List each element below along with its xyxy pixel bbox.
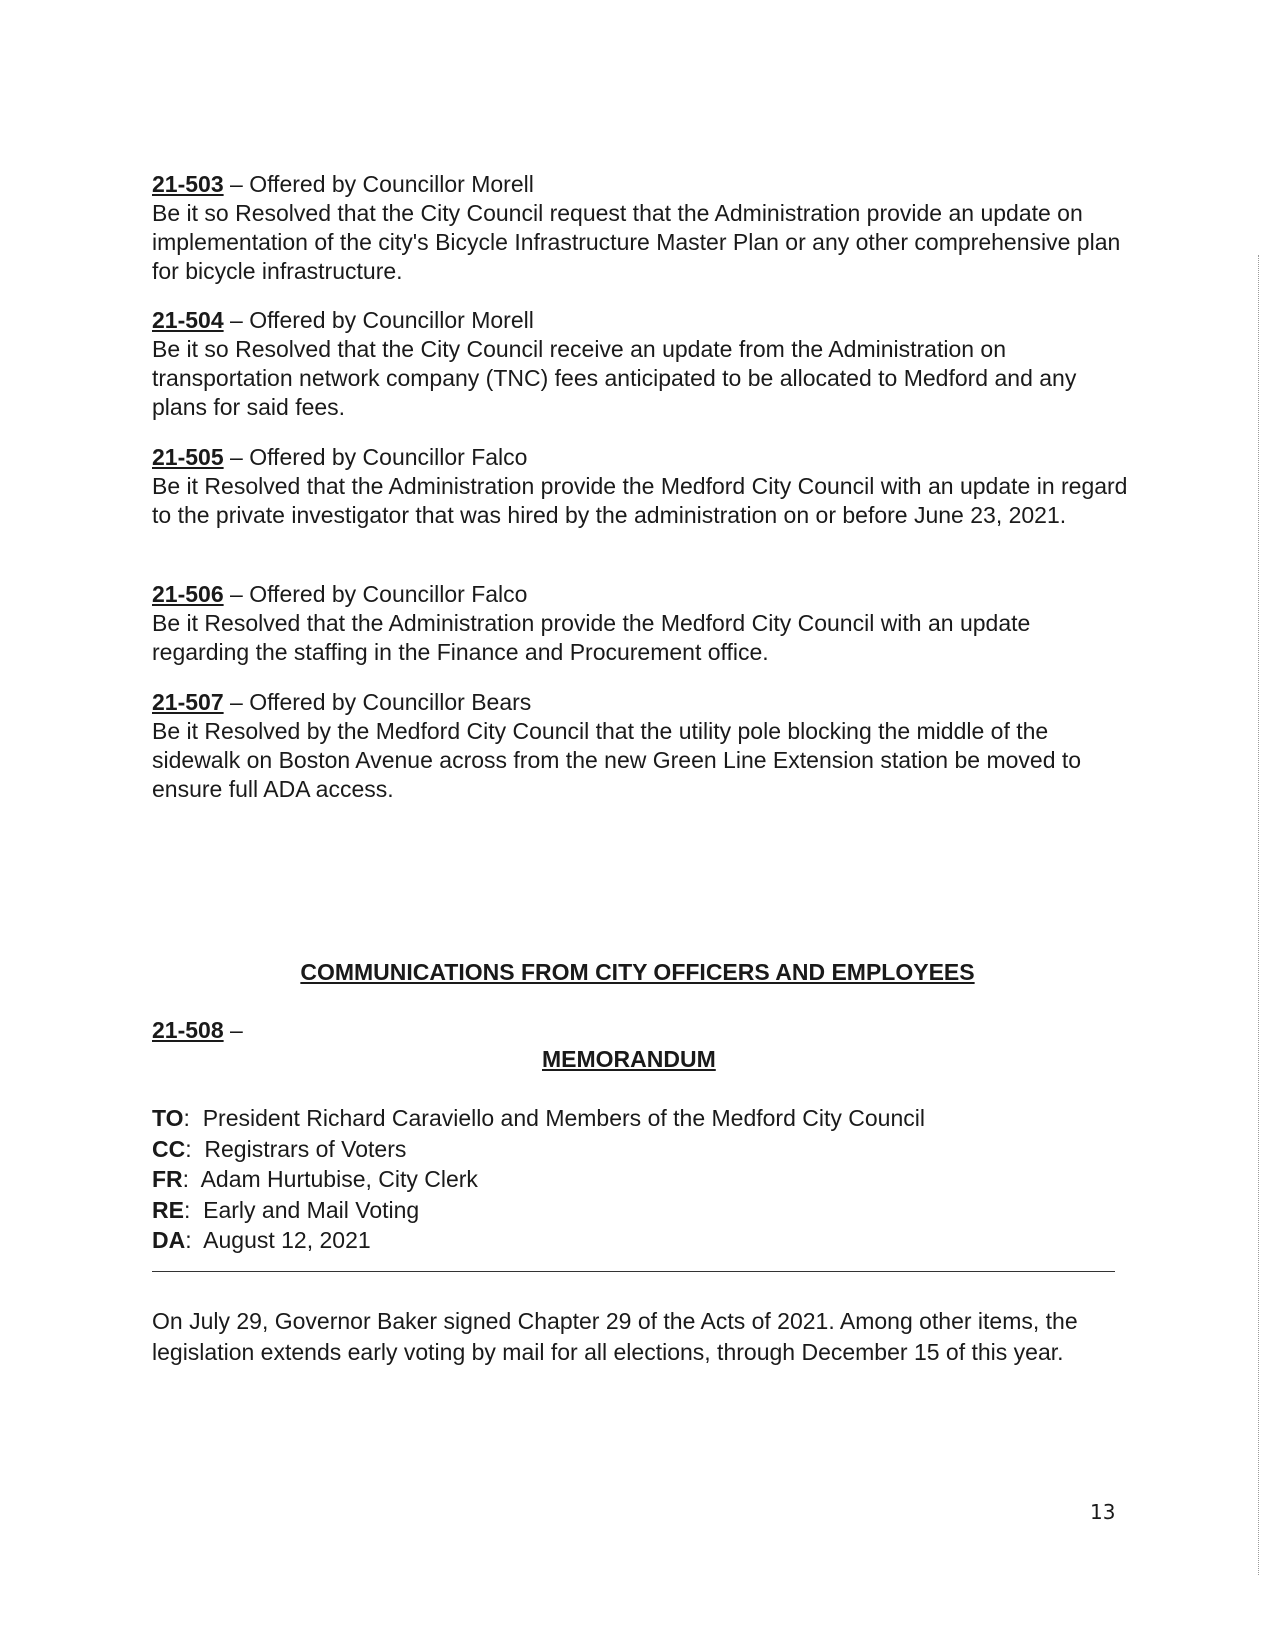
memo-re-label: RE bbox=[152, 1196, 184, 1223]
memo-header-fields bbox=[152, 1103, 925, 1256]
resolution-21-504 bbox=[152, 306, 1132, 422]
memo-body: On July 29, Governor Baker signed Chapter 29 of the Acts of 2021. Among other items, the legislation extends early voting by mail for all elections, through December 15 of this year. bbox=[152, 1308, 1078, 1365]
resolution-header bbox=[152, 688, 1132, 717]
resolution-text: Be it so Resolved that the City Council receive an update from the Administration on transportation network company (TNC) fees anticipated to be allocated to Medford and any plans for said fees. bbox=[152, 336, 1077, 420]
resolution-offered-by: – Offered by Councillor Morell bbox=[223, 307, 534, 333]
memo-number-line bbox=[152, 1016, 243, 1045]
memo-cc-label: CC bbox=[152, 1135, 186, 1162]
memo-da-value: August 12, 2021 bbox=[203, 1227, 371, 1253]
resolution-text: Be it so Resolved that the City Council request that the Administration provide an update on implementation of the city's Bicycle Infrastructure Master Plan or any other comprehensive plan for bicycle infrastructure. bbox=[152, 200, 1121, 284]
resolution-header bbox=[152, 443, 1132, 472]
resolution-offered-by: – Offered by Councillor Bears bbox=[223, 689, 532, 715]
resolution-header bbox=[152, 580, 1132, 609]
resolution-number: 21-503 bbox=[152, 171, 224, 197]
memo-re-value: Early and Mail Voting bbox=[203, 1196, 420, 1223]
resolution-21-507 bbox=[152, 688, 1132, 804]
resolution-number: 21-506 bbox=[152, 581, 224, 607]
resolution-text: Be it Resolved that the Administration provide the Medford City Council with an update regarding the staffing in the Finance and Procurement office. bbox=[152, 610, 1031, 665]
resolution-offered-by: – Offered by Councillor Morell bbox=[223, 171, 534, 197]
memo-to-value: President Richard Caraviello and Members of the Medford City Council bbox=[202, 1105, 925, 1131]
resolution-offered-by: – Offered by Councillor Falco bbox=[223, 444, 528, 470]
memo-title: MEMORANDUM bbox=[542, 1046, 716, 1072]
memo-number: 21-508 bbox=[152, 1017, 224, 1043]
memo-divider bbox=[152, 1271, 1115, 1272]
memo-re: RE: Early and Mail Voting bbox=[152, 1196, 420, 1223]
memo-fr-value: Adam Hurtubise, City Clerk bbox=[200, 1166, 478, 1192]
memo-cc-value: Registrars of Voters bbox=[204, 1135, 407, 1162]
resolution-number: 21-504 bbox=[152, 307, 224, 333]
page-number: 13 bbox=[1090, 1500, 1116, 1524]
memo-da-label: DA bbox=[152, 1227, 186, 1253]
resolution-number: 21-507 bbox=[152, 689, 224, 715]
resolution-number: 21-505 bbox=[152, 444, 224, 470]
memo-cc: CC: Registrars of Voters bbox=[152, 1135, 407, 1162]
resolution-text: Be it Resolved that the Administration provide the Medford City Council with an update in regard to the private investigator that was hired by the administration on or before June 23, 2021. bbox=[152, 473, 1128, 528]
resolution-offered-by: – Offered by Councillor Falco bbox=[223, 581, 528, 607]
memo-da: DA: August 12, 2021 bbox=[152, 1227, 371, 1253]
scan-edge-line bbox=[1258, 255, 1259, 1575]
section-heading: COMMUNICATIONS FROM CITY OFFICERS AND EMPLOYEES bbox=[300, 959, 975, 985]
resolution-header bbox=[152, 306, 1132, 335]
memo-to: TO: President Richard Caraviello and Members of the Medford City Council bbox=[152, 1105, 925, 1131]
memo-fr: FR: Adam Hurtubise, City Clerk bbox=[152, 1166, 478, 1192]
resolution-21-503 bbox=[152, 170, 1132, 286]
resolution-header bbox=[152, 170, 1132, 199]
resolution-21-506 bbox=[152, 580, 1132, 667]
memo-fr-label: FR bbox=[152, 1166, 183, 1192]
memo-dash: – bbox=[223, 1017, 243, 1043]
resolution-21-505 bbox=[152, 443, 1132, 530]
memo-to-label: TO bbox=[152, 1105, 184, 1131]
resolution-text: Be it Resolved by the Medford City Council that the utility pole blocking the middle of the sidewalk on Boston Avenue across from the new Green Line Extension station be moved to ensure full ADA access. bbox=[152, 718, 1082, 802]
